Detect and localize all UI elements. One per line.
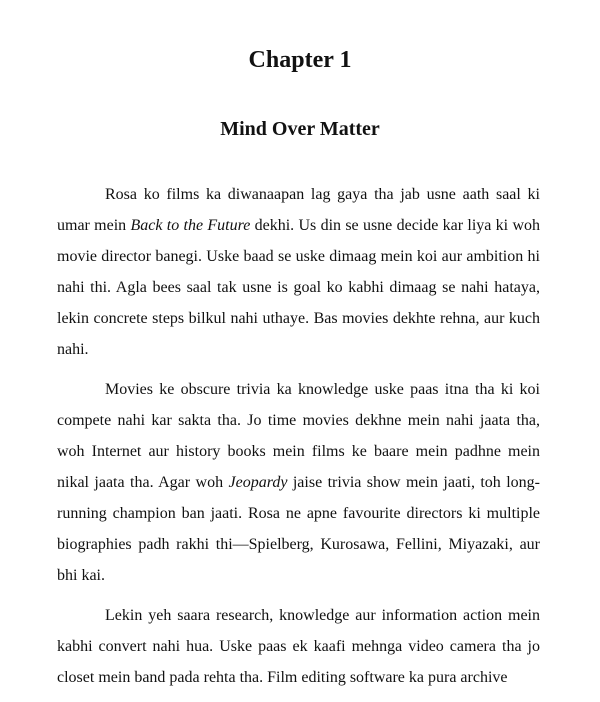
paragraph-text: Rosa ko films ka diwanaapan lag gaya tha jab usne aath saal ki umar mein: [57, 186, 540, 234]
paragraph-text: Lekin yeh saara research, knowledge aur information action mein kabhi convert nahi hua. Uske paas ek kaafi mehnga video camera tha jo closet mein band pada rehta tha. Film editing software ka pura archive: [57, 607, 540, 686]
chapter-number-heading: Chapter 1: [248, 47, 352, 73]
movie-title-italic: Back to the Future: [130, 217, 251, 234]
chapter-body: [57, 179, 540, 702]
chapter-title-heading: Mind Over Matter: [220, 118, 380, 140]
paragraph-text: Movies ke obscure trivia ka knowledge uske paas itna tha ki koi compete nahi kar sakta tha. Jo time movies dekhne mein nahi jaata tha, woh Internet aur history books mein films ke baare mein padhne mein nikal jaata tha. Agar woh: [57, 381, 540, 491]
paragraph-2: [57, 374, 540, 591]
paragraph-text: dekhi. Us din se usne decide kar liya ki woh movie director banegi. Uske baad se uske dimaag mein koi aur ambition hi nahi thi. Agla bees saal tak usne is goal ko kabhi dimaag se nahi hataya, lekin concrete steps bilkul nahi uthaye. Bas movies dekhte rehna, aur kuch nahi.: [57, 217, 540, 358]
paragraph-1: [57, 179, 540, 365]
paragraph-text: jaise trivia show mein jaati, toh long-running champion ban jaati. Rosa ne apne favourite directors ki multiple biographies padh rakhi thi—Spielberg, Kurosawa, Fellini, Miyazaki, aur bhi kai.: [57, 474, 540, 584]
paragraph-3: [57, 600, 540, 693]
show-title-italic: Jeopardy: [228, 474, 288, 491]
